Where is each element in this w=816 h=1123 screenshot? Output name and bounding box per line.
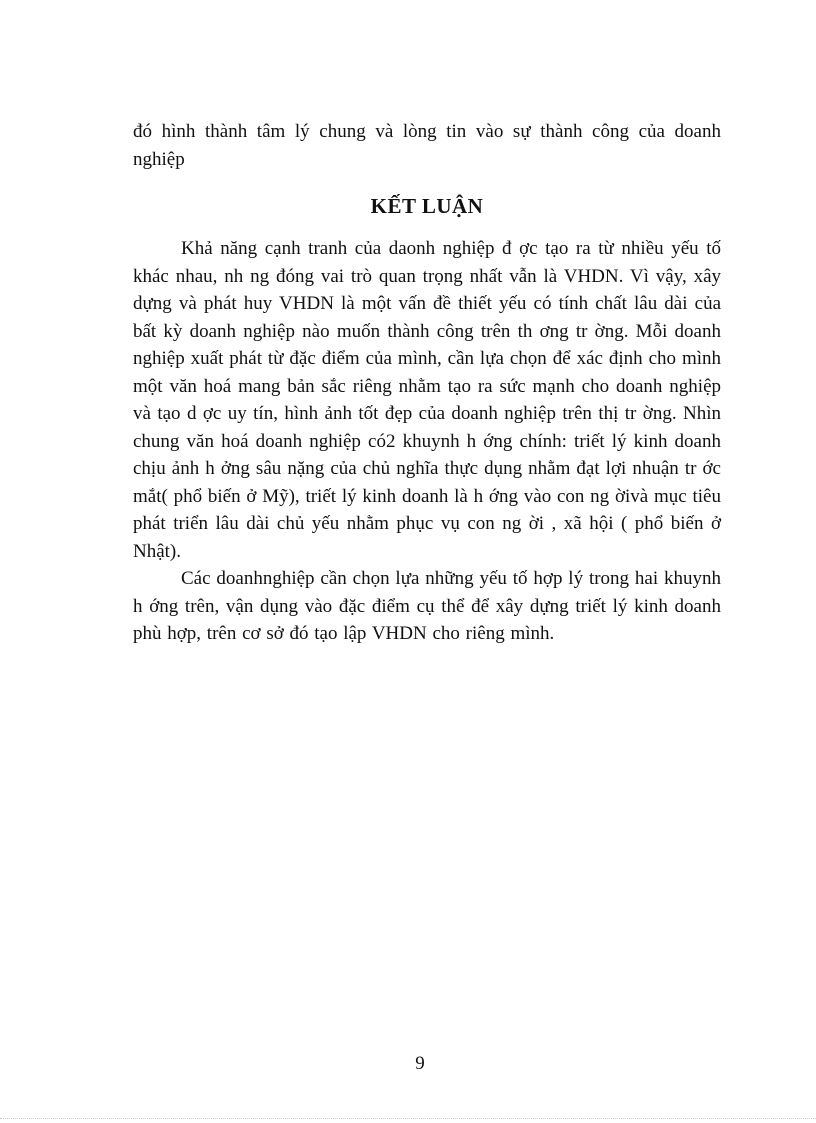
- conclusion-paragraph-2: Các doanhnghiệp cần chọn lựa những yếu tố hợp lý trong hai khuynh h ớng trên, vận dụng vào đặc điểm cụ thể để xây dựng triết lý kinh doanh phù hợp, trên cơ sở đó tạo lập VHDN cho riêng mình.: [133, 568, 721, 644]
- section-heading: KẾT LUẬN: [370, 194, 484, 218]
- page-number: 9: [415, 1053, 425, 1074]
- page-content: [133, 118, 721, 648]
- page-bottom-divider: [0, 1118, 816, 1119]
- conclusion-paragraph-1: Khả năng cạnh tranh của daonh nghiệp đ ợc tạo ra từ nhiều yếu tố khác nhau, nh ng đóng vai trò quan trọng nhất vẫn là VHDN. Vì vậy, xây dựng và phát huy VHDN là một vấn đề thiết yếu có tính chất lâu dài của bất kỳ doanh nghiệp nào muốn thành công trên th ơng tr ờng. Mỗi doanh nghiệp xuất phát từ đặc điểm của mình, cần lựa chọn để xác định cho mình một văn hoá mang bản sắc riêng nhằm tạo ra sức mạnh cho doanh nghiệp và tạo d ợc uy tín, hình ảnh tốt đẹp của doanh nghiệp trên thị tr ờng. Nhìn chung văn hoá doanh nghiệp có2 khuynh h ớng chính: triết lý kinh doanh chịu ảnh h ởng sâu nặng của chủ nghĩa thực dụng nhằm đạt lợi nhuận tr ớc mắt( phổ biến ở Mỹ), triết lý kinh doanh là h ớng vào con ng ờivà mục tiêu phát triển lâu dài chủ yếu nhằm phục vụ con ng ời , xã hội ( phổ biến ở Nhật).: [133, 238, 721, 562]
- continuation-paragraph: đó hình thành tâm lý chung và lòng tin vào sự thành công của doanh nghiệp: [133, 121, 721, 170]
